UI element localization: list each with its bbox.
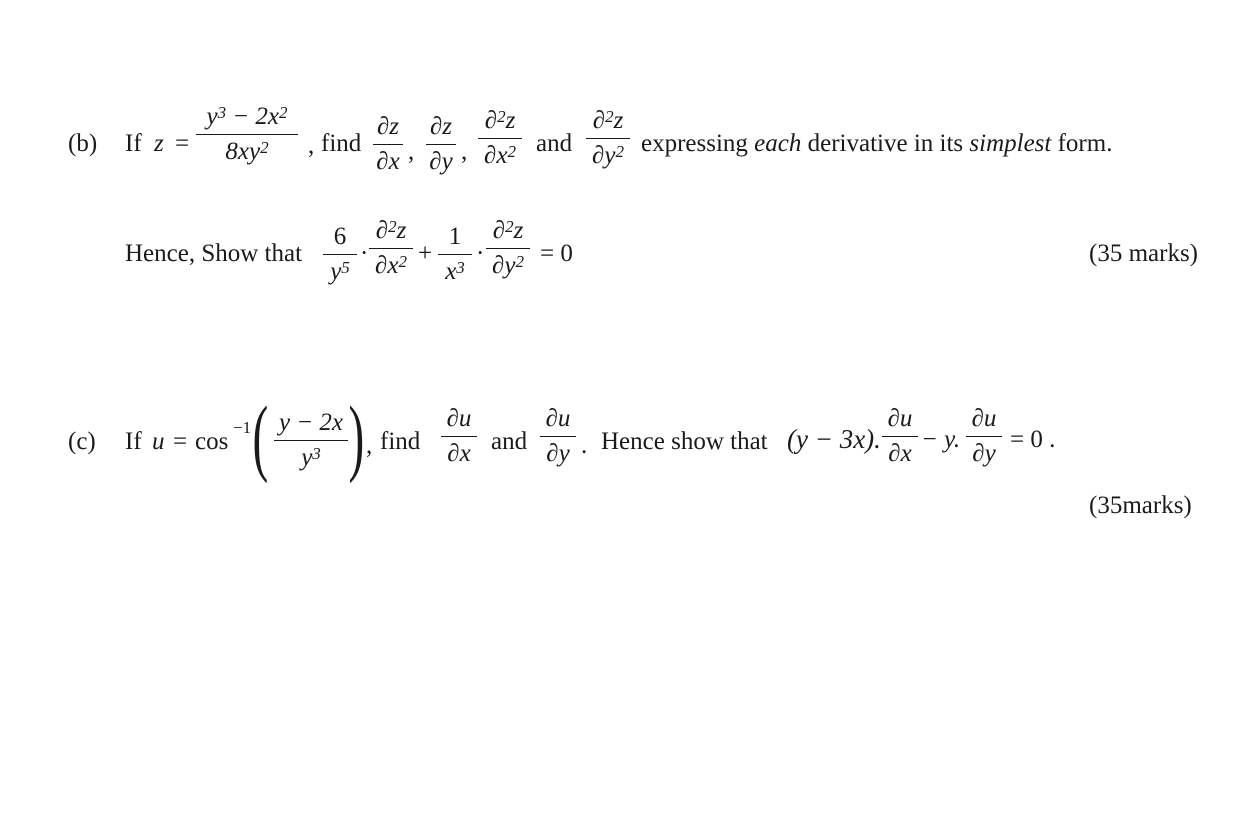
fraction-bar (586, 138, 630, 139)
part-b-if: If (125, 130, 142, 157)
fraction-bar (196, 134, 298, 135)
d2z: ∂$^2$z (592, 107, 624, 134)
dot: · (360, 240, 369, 267)
inverse-exponent: −1 (233, 418, 252, 437)
fraction-bar (373, 144, 403, 145)
fraction-bar (478, 138, 522, 139)
coef-1-over-x3 (438, 224, 472, 284)
period: . (581, 432, 588, 459)
dz: ∂z (429, 113, 453, 140)
part-b-instruction: expressing each derivative in its simplest form. (641, 130, 1113, 157)
part-b-marks: (35 marks) (1089, 240, 1198, 267)
d2z-dx2-term (369, 218, 413, 278)
fraction-bar (966, 436, 1002, 437)
dy2: $\partial y^2$ (592, 142, 624, 170)
comma: , (366, 432, 373, 459)
part-b-and: and (536, 130, 573, 157)
du: ∂u (887, 405, 913, 432)
du-dx (441, 406, 477, 466)
minus-y: − y. (921, 426, 961, 453)
part-c-marks: (35marks) (1089, 492, 1192, 519)
denominator-x3: $x^3$ (445, 258, 465, 286)
part-c-if: If (125, 428, 142, 455)
d2z: ∂$^2$z (492, 217, 524, 244)
du-dx-term (882, 406, 918, 466)
arg-denominator: $y^3$ (301, 444, 321, 472)
numerator-1: 1 (448, 223, 462, 250)
right-paren: ) (348, 388, 365, 484)
dx: ∂x (888, 440, 912, 468)
dz-dy (426, 114, 456, 174)
arccos-argument-fraction (274, 410, 348, 470)
du-dy (540, 406, 576, 466)
d2z-dy2 (586, 108, 630, 168)
comma: , (408, 138, 415, 165)
part-c-equals: = (173, 428, 188, 455)
part-b-hence: Hence, Show that (125, 240, 303, 267)
part-b-equals: = (175, 130, 190, 157)
du: ∂u (971, 405, 997, 432)
part-b-find: find (321, 130, 362, 157)
fraction-bar (486, 248, 530, 249)
du-dy-term (966, 406, 1002, 466)
denominator-y5: $y^5$ (330, 258, 350, 286)
numerator-6: 6 (333, 223, 347, 250)
part-c-label: (c) (68, 428, 96, 455)
fraction-bar (369, 248, 413, 249)
part-c-find: find (380, 428, 421, 455)
dx: ∂x (447, 440, 471, 468)
du: ∂u (446, 405, 472, 432)
dz-dx (373, 114, 403, 174)
fraction-bar (540, 436, 576, 437)
dot: · (476, 240, 485, 267)
z-definition-fraction (196, 104, 298, 164)
dx2: $\partial x^2$ (375, 252, 407, 280)
fraction-bar (882, 436, 918, 437)
part-c-var-u: u (152, 428, 165, 455)
d2z-dy2-term (486, 218, 530, 278)
d2z: ∂$^2$z (484, 107, 516, 134)
dz: ∂z (376, 113, 400, 140)
cos: cos (195, 428, 229, 455)
fraction-bar (323, 254, 357, 255)
arg-numerator: y − 2x (278, 409, 344, 436)
fraction-bar (438, 254, 472, 255)
equals-zero: = 0 (540, 240, 573, 267)
du: ∂u (545, 405, 571, 432)
part-c-and: and (491, 428, 528, 455)
fraction-bar (426, 144, 456, 145)
expr-left: (y − 3x). (787, 424, 881, 454)
dy: ∂y (546, 440, 570, 468)
part-b-var-z: z (154, 130, 164, 157)
part-b-label: (b) (68, 130, 98, 157)
d2z-dx2 (478, 108, 522, 168)
z-numerator: $y^3 - 2x^2$ (206, 103, 288, 130)
z-denominator: $8xy^2$ (225, 138, 269, 166)
equals-zero: = 0 . (1010, 426, 1056, 453)
dx: ∂x (376, 148, 400, 176)
dy2: $\partial y^2$ (492, 252, 524, 280)
part-c-hence: Hence show that (601, 428, 768, 455)
comma: , (461, 138, 468, 165)
plus: + (418, 240, 433, 267)
dy: ∂y (429, 148, 453, 176)
d2z: ∂$^2$z (375, 217, 407, 244)
fraction-bar (441, 436, 477, 437)
dy: ∂y (972, 440, 996, 468)
comma: , (308, 132, 315, 159)
coef-6-over-y5 (323, 224, 357, 284)
fraction-bar (274, 440, 348, 441)
left-paren: ( (252, 388, 269, 484)
dx2: $\partial x^2$ (484, 142, 516, 170)
